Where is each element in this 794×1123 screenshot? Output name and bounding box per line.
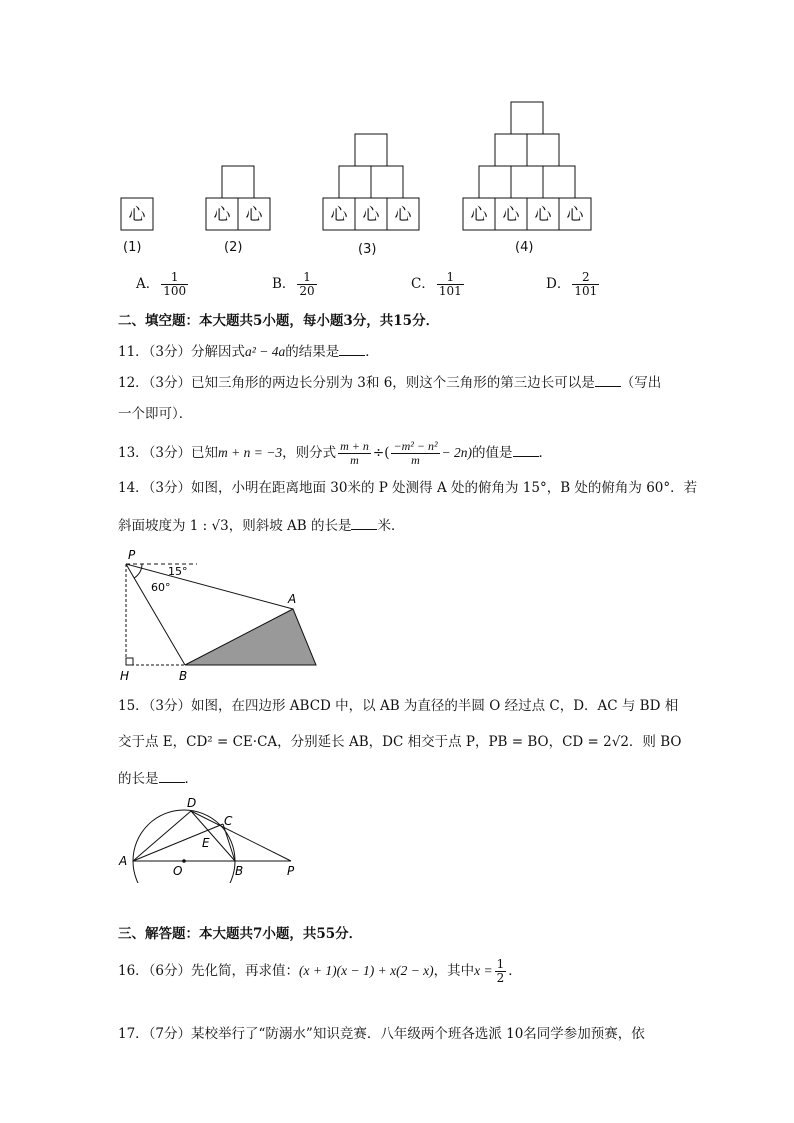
point-a: A — [288, 592, 297, 606]
heart-char: 心 — [534, 205, 552, 225]
figure-label: (4) — [515, 240, 534, 255]
question-17-line1: 17．（7分）某校举行了“防溺水”知识竞赛．八年级两个班各选派 10名同学参加预赛，依 — [118, 1026, 645, 1042]
figure-label: (1) — [123, 240, 142, 255]
question-16: 16．（6分）先化简，再求值：(x + 1)(x − 1) + x(2 − x)，其中x = $\frac{1}{2}$ ． — [118, 957, 522, 985]
heart-char: 心 — [245, 205, 263, 225]
point-e: E — [202, 836, 210, 850]
point-o: O — [173, 864, 183, 878]
point-h: H — [120, 669, 130, 683]
option-c: C． $\frac{1}{101}$ — [411, 270, 462, 298]
question-15-line3: 的长是 ． — [118, 768, 198, 789]
option-a: A． $\frac{1}{100}$ — [136, 270, 187, 298]
question-15-line2: 交于点 E，CD² = CE·CA，分别延长 AB，DC 相交于点 P，PB = BO，CD = 2√2．则 BO — [118, 734, 682, 750]
heart-char: 心 — [394, 205, 412, 225]
point-b: B — [179, 669, 188, 683]
question-13: 13．（3分）已知m + n = −3，则分式 $\frac{m + n}{m}$ ÷( $\frac{\text{−m² − n²}}{m}$ − 2n)的值是 ． — [118, 439, 553, 467]
point-a: A — [119, 854, 128, 868]
angle-label: 60° — [151, 581, 171, 594]
question-14-line2: 斜面坡度为 1 : √3，则斜坡 AB 的长是 米． — [118, 515, 404, 536]
question-12-line2: 一个即可）． — [118, 406, 193, 422]
point-p: P — [287, 864, 295, 878]
option-d: D． $\frac{2}{101}$ — [546, 270, 598, 298]
section-heading: 三、解答题：本大题共7小题，共55分． — [118, 926, 363, 942]
point-c: C — [224, 814, 233, 828]
heart-char: 心 — [213, 205, 231, 225]
point-p: P — [128, 548, 136, 562]
circle-figure — [116, 793, 306, 883]
heart-char: 心 — [470, 205, 488, 225]
figure-label: (2) — [224, 240, 243, 255]
question-11: 11．（3分）分解因式a² − 4a的结果是 ． — [118, 341, 379, 362]
section-heading: 二、填空题：本大题共5小题，每小题3分，共15分． — [118, 313, 440, 329]
question-14-line1: 14．（3分）如图，小明在距离地面 30米的 P 处测得 A 处的俯角为 15°，B 处的俯角为 60°．若 — [118, 480, 698, 496]
option-b: B． $\frac{1}{20}$ — [272, 270, 315, 298]
figure-label: (3) — [358, 242, 377, 257]
point-b: B — [235, 864, 244, 878]
heart-char: 心 — [128, 205, 146, 225]
heart-char: 心 — [362, 205, 380, 225]
heart-char: 心 — [566, 205, 584, 225]
slope-figure — [112, 545, 327, 685]
point-d: D — [187, 796, 197, 810]
heart-char: 心 — [502, 205, 520, 225]
heart-char: 心 — [330, 205, 348, 225]
question-15-line1: 15．（3分）如图，在四边形 ABCD 中，以 AB 为直径的半圆 O 经过点 C，D．AC 与 BD 相 — [118, 698, 679, 714]
question-12-line1: 12．（3分）已知三角形的两边长分别为 3和 6，则这个三角形的第三边长可以是 （写出 — [118, 372, 661, 393]
pyramid-figure — [0, 0, 794, 270]
angle-label: 15° — [168, 565, 188, 578]
